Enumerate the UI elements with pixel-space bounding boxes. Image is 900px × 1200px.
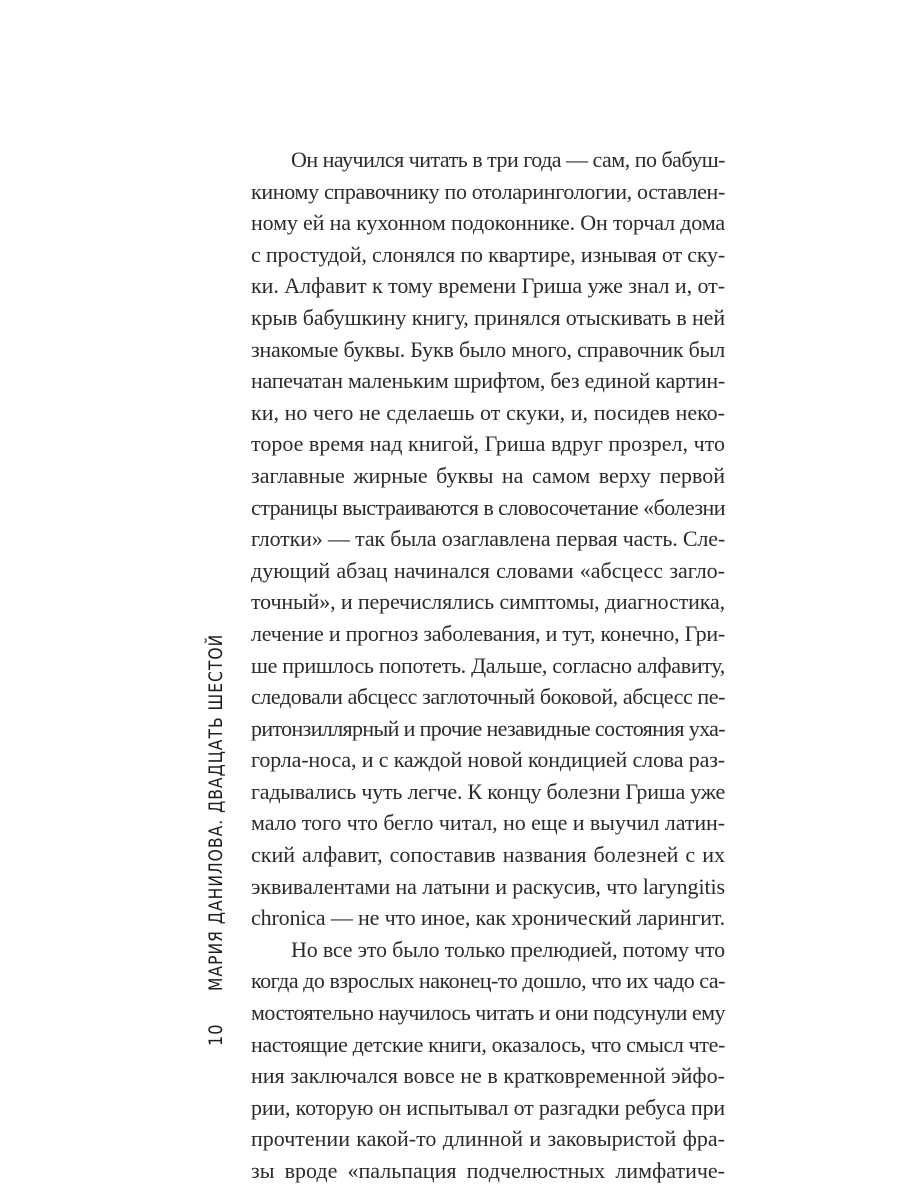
text-line: ния заключался вовсе не в кратковременной эйфо- — [251, 1063, 725, 1089]
text-line: следовали абсцесс заглоточный боковой, абсцесс пе- — [251, 684, 725, 710]
text-line: киному справочнику по отоларингологии, оставлен- — [251, 178, 725, 204]
text-line: заглавные жирные буквы на самом верху первой — [251, 462, 725, 488]
text-line: прочтении какой-то длинной и заковыристой фра- — [251, 1126, 725, 1152]
author-title-header: МАРИЯ ДАНИЛОВА. ДВАДЦАТЬ ШЕСТОЙ — [205, 634, 227, 992]
text-line: настоящие детские книги, оказалось, что смысл чте- — [251, 1031, 725, 1057]
text-line: зы вроде «пальпация подчелюстных лимфатиче- — [251, 1158, 725, 1183]
text-line: крыв бабушкину книгу, принялся отыскивать в ней — [251, 304, 725, 330]
text-line: ному ей на кухонном подоконнике. Он торчал дома — [251, 210, 725, 236]
running-header — [205, 591, 227, 1048]
text-line: когда до взрослых наконец-то дошло, что их чадо са- — [251, 968, 725, 994]
text-line: мостоятельно научилось читать и они подсунули ему — [251, 1000, 725, 1026]
text-line: ки. Алфавит к тому времени Гриша уже знал и, от- — [251, 273, 725, 299]
text-line: ше пришлось попотеть. Дальше, согласно алфавиту, — [251, 652, 725, 678]
text-line: дующий абзац начинался словами «абсцесс загло- — [251, 557, 725, 583]
text-line: ский алфавит, сопоставив названия болезней с их — [251, 842, 725, 868]
text-line: chronica — не что иное, как хронический ларингит. — [251, 905, 725, 931]
text-line: точный», и перечислялись симптомы, диагностика, — [251, 589, 725, 615]
text-line: ки, но чего не сделаешь от скуки, и, посидев неко- — [251, 399, 725, 425]
text-line: торое время над книгой, Гриша вдруг прозрел, что — [251, 431, 725, 457]
text-line: знакомые буквы. Букв было много, справочник был — [251, 336, 725, 362]
text-line: Но все это было только прелюдией, потому что — [291, 936, 725, 962]
text-line: гадывались чуть легче. К концу болезни Гриша уже — [251, 778, 725, 804]
text-line: эквивалентами на латыни и раскусив, что laryngitis — [251, 873, 725, 899]
text-line: горла-носа, и с каждой новой кондицией слова раз- — [251, 747, 725, 773]
text-line: с простудой, слонялся по квартире, изнывая от ску- — [251, 241, 725, 267]
text-line: мало того что бегло читал, но еще и выучил латин- — [251, 810, 725, 836]
paragraph-2 — [251, 934, 725, 1187]
text-line: ритонзиллярный и прочие незавидные состояния уха- — [251, 715, 725, 741]
text-line: рии, которую он испытывал от разгадки ребуса при — [251, 1094, 726, 1120]
text-line: лечение и прогноз заболевания, и тут, конечно, Гри- — [251, 620, 725, 646]
text-line: Он научился читать в три года — сам, по бабуш- — [291, 147, 725, 172]
text-line: глотки» — так была озаглавлена первая часть. Сле- — [251, 526, 725, 552]
body-text — [251, 144, 725, 1187]
page-number: 10 — [205, 1023, 227, 1047]
text-line: напечатан маленьким шрифтом, без единой картин- — [251, 368, 725, 394]
text-line: страницы выстраиваются в словосочетание «болезни — [251, 494, 725, 520]
paragraph-1 — [251, 144, 725, 934]
